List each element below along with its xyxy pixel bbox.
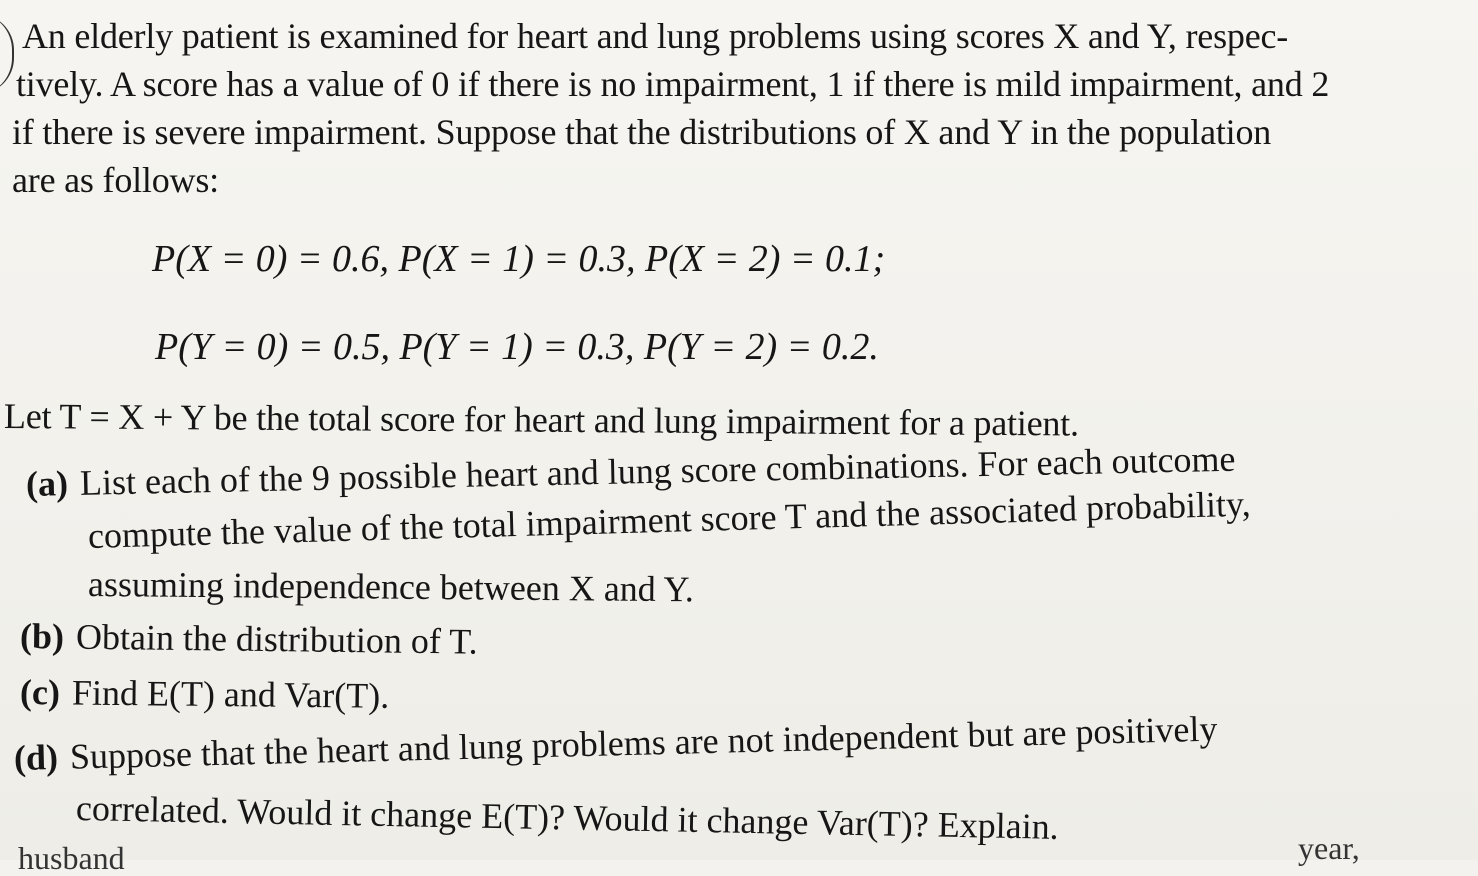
part-d-line-2: correlated. Would it change E(T)? Would it change Var(T)? Explain.	[75, 788, 1060, 847]
part-a-line-2: compute the value of the total impairment score T and the associated probability,	[87, 483, 1252, 556]
y-distribution-equation: P(Y = 0) = 0.5, P(Y = 1) = 0.3, P(Y = 2) = 0.2.	[155, 326, 879, 368]
part-c-label: (c)	[19, 672, 61, 713]
definition-line: Let T = X + Y be the total score for heart and lung impairment for a patient.	[3, 396, 1079, 444]
part-a-line-3: assuming independence between X and Y.	[87, 564, 694, 610]
part-c-text: Find E(T) and Var(T).	[71, 672, 390, 716]
part-a-label: (a)	[25, 463, 69, 504]
intro-line-1: An elderly patient is examined for heart and lung problems using scores X and Y, respec-	[22, 16, 1289, 56]
x-distribution-equation: P(X = 0) = 0.6, P(X = 1) = 0.3, P(X = 2) = 0.1;	[152, 238, 886, 280]
part-b-text: Obtain the distribution of T.	[75, 616, 478, 662]
intro-line-4: are as follows:	[12, 160, 219, 200]
footer-fragment-left: husband	[18, 840, 125, 876]
part-c-line	[20, 674, 390, 714]
part-b-line	[20, 618, 478, 660]
part-a-text-1: List each of the 9 possible heart and lung score combinations. For each outcome	[79, 438, 1236, 503]
intro-line-3: if there is severe impairment. Suppose that the distributions of X and Y in the population	[12, 112, 1272, 152]
intro-line-2: tively. A score has a value of 0 if there is no impairment, 1 if there is mild impairment, and 2	[16, 64, 1330, 104]
margin-bracket	[0, 14, 14, 94]
part-b-label: (b)	[19, 616, 65, 657]
footer-fragment-right: year,	[1298, 830, 1360, 866]
part-d-text-1: Suppose that the heart and lung problems are not independent but are positively	[69, 708, 1218, 777]
part-d-label: (d)	[13, 736, 59, 778]
part-d-line-1	[13, 708, 1218, 778]
